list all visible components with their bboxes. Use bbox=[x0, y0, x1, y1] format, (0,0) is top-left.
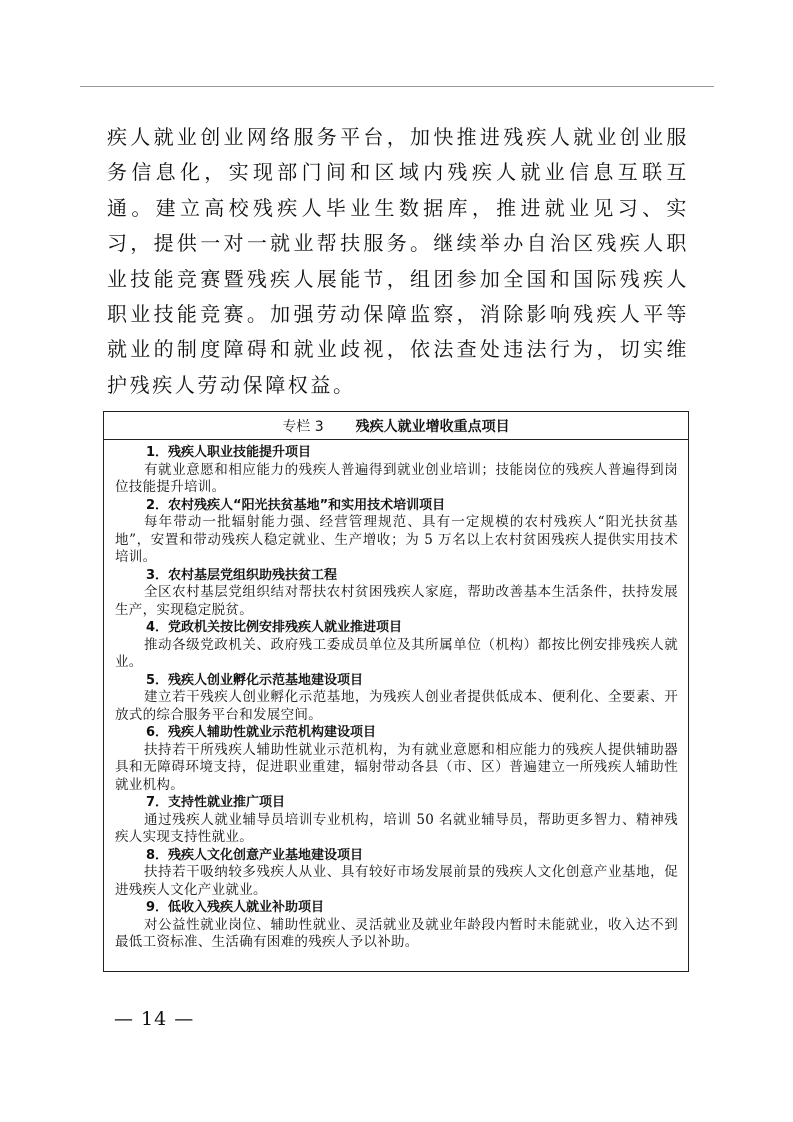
feature-box bbox=[103, 411, 689, 972]
item-title: 1．残疾人职业技能提升项目 bbox=[146, 445, 312, 460]
box-label: 专栏 3 bbox=[282, 418, 324, 435]
item-title: 3．农村基层党组织助残扶贫工程 bbox=[146, 567, 338, 583]
body-paragraph: 疾人就业创业网络服务平台，加快推进残疾人就业创业服务信息化，实现部门间和区域内残疾人就业信息互联互通。建立高校残疾人毕业生数据库，推进就业见习、实习，提供一对一就业帮扶服务。继续举办自治区残疾人职业技能竞赛暨残疾人展能节，组团参加全国和国际残疾人职业技能竞赛。加强劳动保障监察，消除影响残疾人平等就业的制度障碍和就业歧视，依法查处违法行为，切实维护残疾人劳动保障权益。 bbox=[107, 125, 689, 397]
item-title: 8．残疾人文化创意产业基地建设项目 bbox=[146, 847, 364, 863]
item-title: 2．农村残疾人“阳光扶贫基地”和实用技术培训项目 bbox=[146, 497, 446, 513]
item-description: 扶持若干所残疾人辅助性就业示范机构，为有就业意愿和相应能力的残疾人提供辅助器具和无障碍环境支持，促进职业重建，辐射带动各县（市、区）普遍建立一所残疾人辅助性就业机构。 bbox=[115, 741, 678, 793]
item-description: 通过残疾人就业辅导员培训专业机构，培训 50 名就业辅导员，帮助更多智力、精神残疾人实现支持性就业。 bbox=[115, 811, 678, 845]
item-title: 7．支持性就业推广项目 bbox=[146, 795, 286, 810]
item-description: 扶持若干吸纳较多残疾人从业、具有较好市场发展前景的残疾人文化创意产业基地，促进残疾人文化产业就业。 bbox=[115, 864, 678, 898]
item-title: 9．低收入残疾人就业补助项目 bbox=[146, 900, 325, 915]
item-description: 有就业意愿和相应能力的残疾人普遍得到就业创业培训；技能岗位的残疾人普遍得到岗位技能提升培训。 bbox=[115, 461, 678, 495]
item-description: 对公益性就业岗位、辅助性就业、灵活就业及就业年龄段内暂时未能就业，收入达不到最低工资标准、生活确有困难的残疾人予以补助。 bbox=[115, 916, 678, 950]
header-rule bbox=[80, 86, 714, 87]
item-description: 推动各级党政机关、政府残工委成员单位及其所属单位（机构）都按比例安排残疾人就业。 bbox=[115, 636, 678, 670]
box-title: 残疾人就业增收重点项目 bbox=[355, 418, 510, 435]
item-description: 每年带动一批辐射能力强、经营管理规范、具有一定规模的农村残疾人“阳光扶贫基地”，安置和带动残疾人稳定就业、生产增收；为 5 万名以上农村贫困残疾人提供实用技术培训。 bbox=[115, 514, 678, 565]
item-description: 建立若干残疾人创业孵化示范基地，为残疾人创业者提供低成本、便利化、全要素、开放式的综合服务平台和发展空间。 bbox=[115, 689, 678, 723]
box-body bbox=[104, 440, 688, 952]
box-header bbox=[104, 412, 688, 440]
item-title: 6．残疾人辅助性就业示范机构建设项目 bbox=[146, 725, 377, 740]
item-title: 4．党政机关按比例安排残疾人就业推进项目 bbox=[146, 620, 403, 635]
page-number: — 14 — bbox=[114, 1008, 195, 1030]
item-description: 全区农村基层党组织结对帮扶农村贫困残疾人家庭，帮助改善基本生活条件，扶持发展生产，实现稳定脱贫。 bbox=[115, 584, 678, 618]
item-title: 5．残疾人创业孵化示范基地建设项目 bbox=[146, 672, 364, 688]
